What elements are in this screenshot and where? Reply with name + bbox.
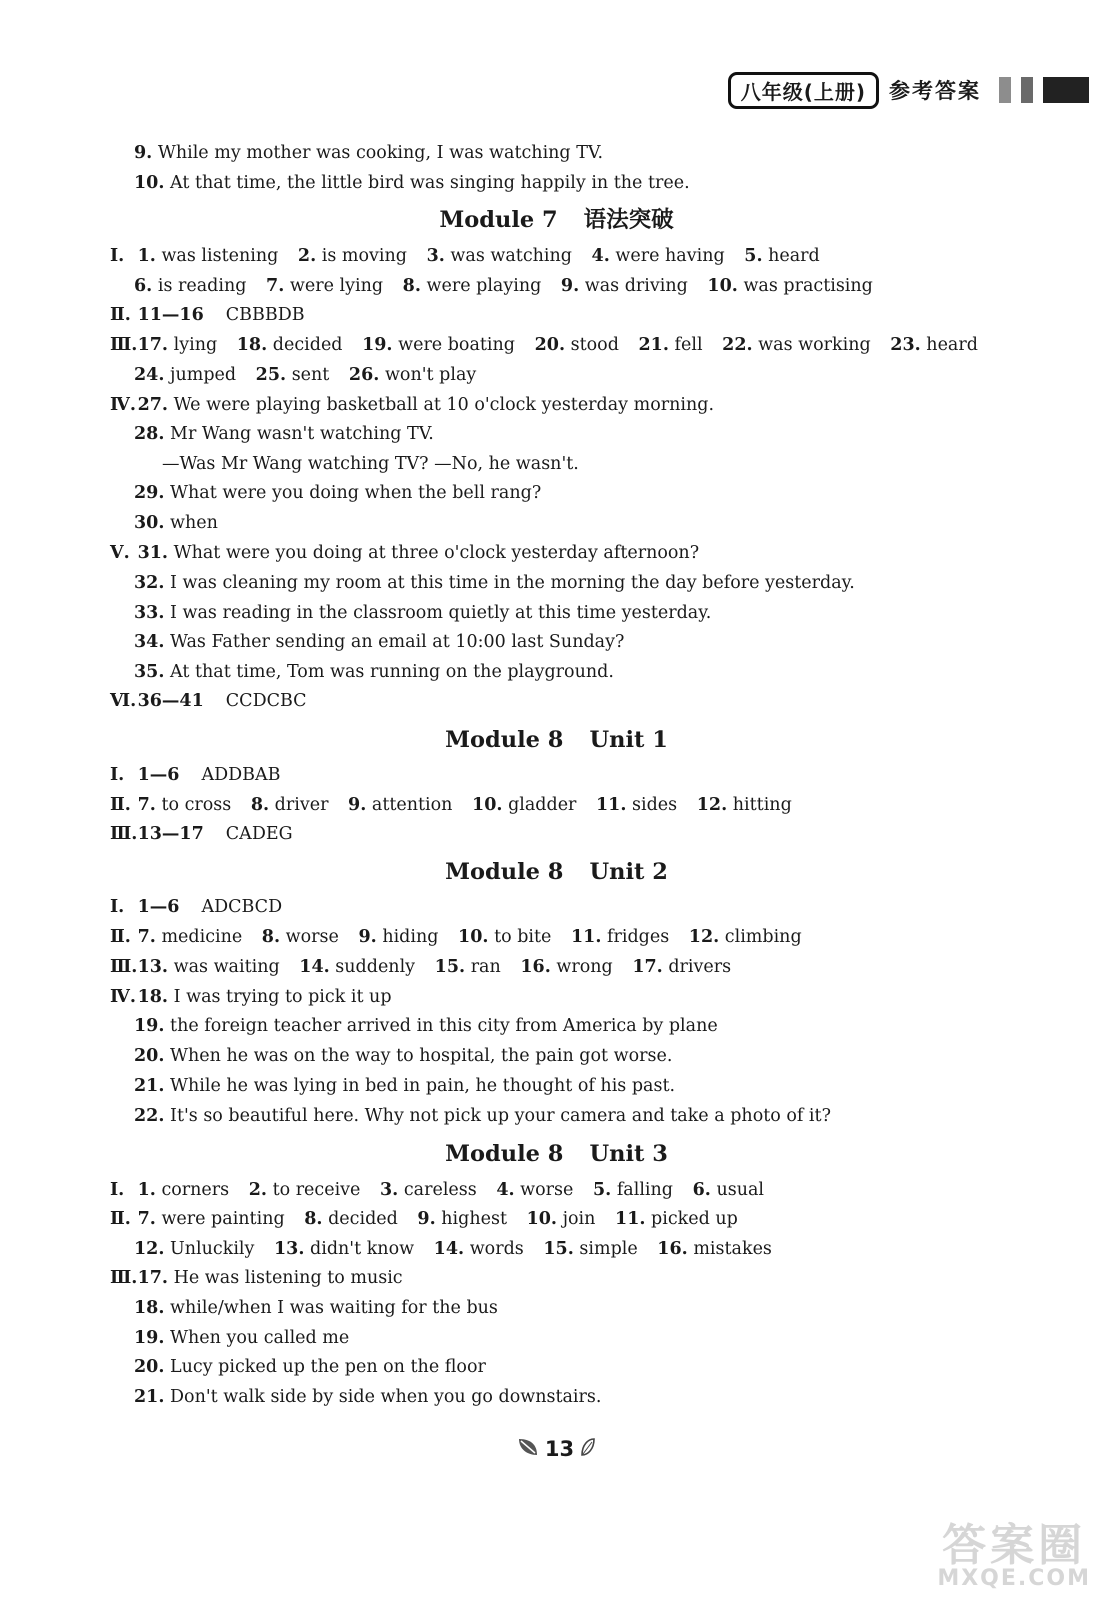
roman-numeral: Ⅰ. bbox=[110, 897, 125, 917]
roman-numeral: Ⅱ. bbox=[110, 795, 131, 815]
roman-numeral: Ⅲ. bbox=[110, 1268, 138, 1288]
roman-numeral: Ⅴ. bbox=[110, 543, 130, 563]
item-number: 9. bbox=[134, 143, 153, 163]
m7-section-5-item: 32. I was cleaning my room at this time in the morning the day before yesterday. bbox=[134, 573, 855, 593]
m8u2-section-4-item: 19. the foreign teacher arrived in this city from America by plane bbox=[134, 1016, 718, 1036]
header-bar-light bbox=[999, 77, 1011, 103]
m8u3-section-3-item: 21. Don't walk side by side when you go downstairs. bbox=[134, 1387, 602, 1407]
m8u3-section-1: Ⅰ. 1. corners 2. to receive 3. careless 4. worse 5. falling 6. usual bbox=[110, 1180, 765, 1200]
m7-section-3-row1: Ⅲ. 17. lying 18. decided 19. were boating 20. stood 21. fell 22. was working 23. heard bbox=[110, 335, 978, 355]
item-text: At that time, the little bird was singing happily in the tree. bbox=[170, 173, 690, 193]
page-header bbox=[728, 74, 1089, 106]
leaf-icon bbox=[517, 1437, 539, 1461]
m7-section-4-item: 28. Mr Wang wasn't watching TV. bbox=[134, 424, 434, 444]
roman-numeral: Ⅱ. bbox=[110, 927, 131, 947]
roman-numeral: Ⅰ. bbox=[110, 246, 125, 266]
m8u3-heading: Module 8 Unit 3 bbox=[445, 1141, 668, 1167]
m8u2-section-4-item: Ⅳ. 18. I was trying to pick it up bbox=[110, 987, 392, 1007]
roman-numeral: Ⅳ. bbox=[110, 987, 136, 1007]
m8u2-section-4-item: 22. It's so beautiful here. Why not pick up your camera and take a photo of it? bbox=[134, 1106, 831, 1126]
m7-section-1-row1: Ⅰ. 1. was listening 2. is moving 3. was watching 4. were having 5. heard bbox=[110, 246, 820, 266]
page-footer bbox=[0, 1437, 1113, 1461]
roman-numeral: Ⅵ. bbox=[110, 691, 137, 711]
m7-section-4-item: Ⅳ. 27. We were playing basketball at 10 o'clock yesterday morning. bbox=[110, 395, 715, 415]
m8u1-section-2: Ⅱ. 7. to cross 8. driver 9. attention 10. gladder 11. sides 12. hitting bbox=[110, 795, 792, 815]
roman-numeral: Ⅲ. bbox=[110, 335, 138, 355]
m8u3-section-3-item: 19. When you called me bbox=[134, 1328, 350, 1348]
m8u2-section-1: Ⅰ. 1—6 ADCBCD bbox=[110, 897, 283, 917]
m7-section-5-item: 35. At that time, Tom was running on the playground. bbox=[134, 662, 614, 682]
roman-numeral: Ⅰ. bbox=[110, 765, 125, 785]
answer-line bbox=[134, 142, 603, 164]
m8u3-section-3-item: 18. while/when I was waiting for the bus bbox=[134, 1298, 498, 1318]
m7-section-5-item: Ⅴ. 31. What were you doing at three o'clock yesterday afternoon? bbox=[110, 543, 700, 563]
m8u3-section-3-item: Ⅲ. 17. He was listening to music bbox=[110, 1268, 403, 1288]
page-number: 13 bbox=[544, 1437, 575, 1461]
m8u2-section-2: Ⅱ. 7. medicine 8. worse 9. hiding 10. to bite 11. fridges 12. climbing bbox=[110, 927, 802, 947]
module7-heading: Module 7 语法突破 bbox=[439, 207, 674, 233]
roman-numeral: Ⅳ. bbox=[110, 395, 136, 415]
roman-numeral: Ⅲ. bbox=[110, 957, 138, 977]
m8u2-section-3: Ⅲ. 13. was waiting 14. suddenly 15. ran 16. wrong 17. drivers bbox=[110, 957, 732, 977]
roman-numeral: Ⅲ. bbox=[110, 824, 138, 844]
m7-section-2: Ⅱ. 11—16 CBBBDB bbox=[110, 305, 305, 325]
m8u1-section-3: Ⅲ. 13—17 CADEG bbox=[110, 824, 293, 844]
header-bar-dark bbox=[1043, 77, 1089, 103]
m7-section-1-row2: 6. is reading 7. were lying 8. were playing 9. was driving 10. was practising bbox=[134, 276, 873, 296]
m8u1-section-1: Ⅰ. 1—6 ADDBAB bbox=[110, 765, 281, 785]
m7-section-6: Ⅵ. 36—41 CCDCBC bbox=[110, 691, 307, 711]
m8u2-heading: Module 8 Unit 2 bbox=[445, 859, 668, 885]
m8u3-section-2-row2: 12. Unluckily 13. didn't know 14. words 15. simple 16. mistakes bbox=[134, 1239, 772, 1259]
roman-numeral: Ⅰ. bbox=[110, 1180, 125, 1200]
item-text: While my mother was cooking, I was watching TV. bbox=[157, 143, 604, 163]
item-number: 10. bbox=[134, 173, 165, 193]
m8u1-heading: Module 8 Unit 1 bbox=[445, 727, 668, 753]
m7-section-5-item: 34. Was Father sending an email at 10:00 last Sunday? bbox=[134, 632, 625, 652]
roman-numeral: Ⅱ. bbox=[110, 1209, 131, 1229]
m8u2-section-4-item: 21. While he was lying in bed in pain, he thought of his past. bbox=[134, 1076, 676, 1096]
m8u2-section-4-item: 20. When he was on the way to hospital, the pain got worse. bbox=[134, 1046, 673, 1066]
m7-section-5-item: 33. I was reading in the classroom quietly at this time yesterday. bbox=[134, 603, 712, 623]
answer-line bbox=[134, 172, 690, 194]
watermark: 答案圈 MXQE.COM bbox=[937, 1520, 1091, 1591]
leaf-icon bbox=[580, 1437, 596, 1461]
m7-section-4-item: —Was Mr Wang watching TV? —No, he wasn't. bbox=[162, 454, 579, 474]
m8u3-section-3-item: 20. Lucy picked up the pen on the floor bbox=[134, 1357, 486, 1377]
m7-section-4-item: 29. What were you doing when the bell rang? bbox=[134, 483, 542, 503]
m7-section-4-item: 30. when bbox=[134, 513, 218, 533]
roman-numeral: Ⅱ. bbox=[110, 305, 131, 325]
header-bar-mid bbox=[1021, 77, 1033, 103]
grade-badge: 八年级(上册) bbox=[728, 72, 879, 109]
header-title: 参考答案 bbox=[889, 79, 981, 103]
m7-section-3-row2: 24. jumped 25. sent 26. won't play bbox=[134, 365, 477, 385]
m8u3-section-2-row1: Ⅱ. 7. were painting 8. decided 9. highest 10. join 11. picked up bbox=[110, 1209, 738, 1229]
